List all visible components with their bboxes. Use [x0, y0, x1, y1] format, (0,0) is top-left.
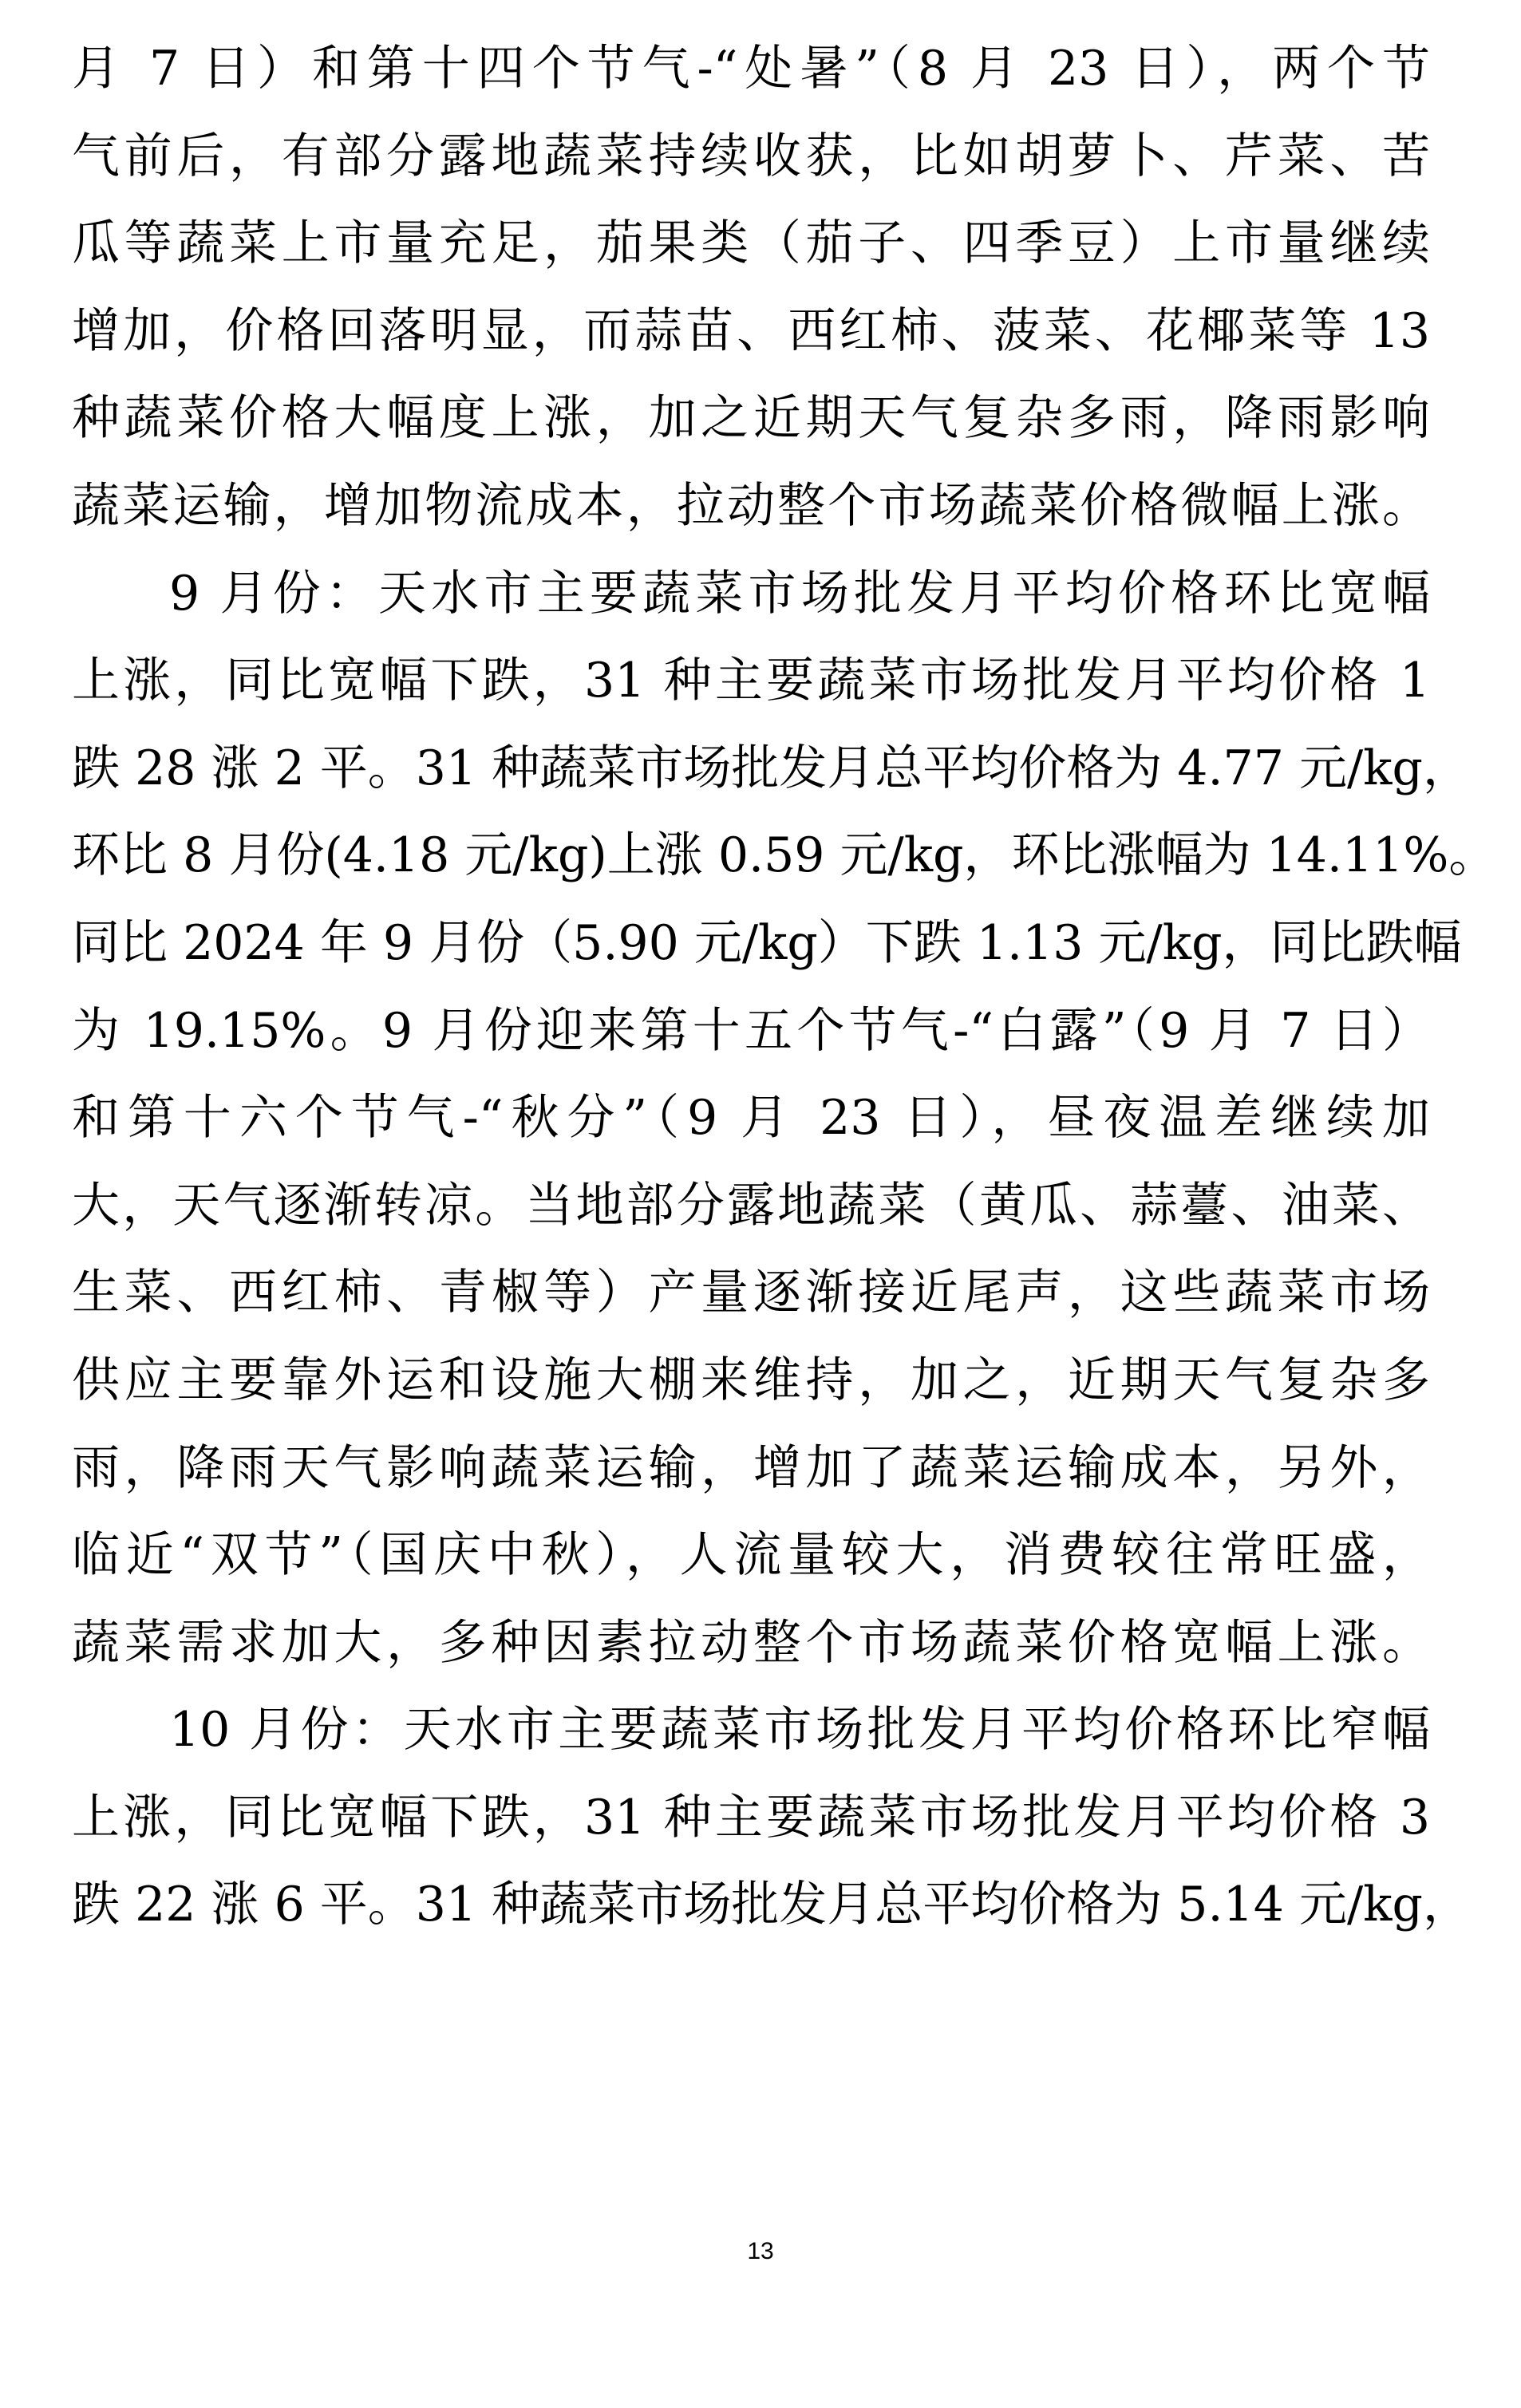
text-line: 临近“双节”（国庆中秋），人流量较大，消费较往常旺盛，	[72, 1527, 1430, 1584]
text-line: 生菜、西红柿、青椒等）产量逐渐接近尾声，这些蔬菜市场	[72, 1265, 1430, 1321]
body-text	[72, 30, 1497, 1954]
text-line: 种蔬菜价格大幅度上涨，加之近期天气复杂多雨，降雨影响	[72, 390, 1430, 447]
text-line: 和第十六个节气-“秋分”（9 月 23 日），昼夜温差继续加	[72, 1090, 1430, 1147]
text-line: 雨，降雨天气影响蔬菜运输，增加了蔬菜运输成本，另外，	[72, 1439, 1430, 1496]
text-line: 9 月份：天水市主要蔬菜市场批发月平均价格环比宽幅	[169, 565, 1430, 622]
text-line: 环比 8 月份(4.18 元/kg)上涨 0.59 元/kg，环比涨幅为 14.11%。	[72, 827, 1497, 884]
text-line: 蔬菜需求加大，多种因素拉动整个市场蔬菜价格宽幅上涨。	[72, 1614, 1430, 1671]
text-line: 气前后，有部分露地蔬菜持续收获，比如胡萝卜、芹菜、苦	[72, 128, 1430, 184]
text-line: 10 月份：天水市主要蔬菜市场批发月平均价格环比窄幅	[169, 1702, 1430, 1759]
paragraph-september	[72, 555, 1497, 1692]
text-line: 瓜等蔬菜上市量充足，茄果类（茄子、四季豆）上市量继续	[72, 215, 1430, 272]
text-line: 大，天气逐渐转凉。当地部分露地蔬菜（黄瓜、蒜薹、油菜、	[72, 1177, 1430, 1234]
text-line: 月 7 日）和第十四个节气-“处暑”（8 月 23 日），两个节	[72, 41, 1430, 97]
text-line: 同比 2024 年 9 月份（5.90 元/kg）下跌 1.13 元/kg，同比跌幅	[72, 914, 1462, 971]
paragraph-august-continued	[72, 30, 1430, 555]
page-number: 13	[747, 2238, 774, 2264]
paragraph-october	[72, 1692, 1471, 1954]
text-line: 蔬菜运输，增加物流成本，拉动整个市场蔬菜价格微幅上涨。	[72, 477, 1430, 534]
text-line: 跌 28 涨 2 平。31 种蔬菜市场批发月总平均价格为 4.77 元/kg，	[72, 740, 1471, 796]
text-line: 上涨，同比宽幅下跌，31 种主要蔬菜市场批发月平均价格 3	[72, 1789, 1430, 1845]
text-line: 增加，价格回落明显，而蒜苗、西红柿、菠菜、花椰菜等 13	[72, 302, 1430, 359]
text-line: 上涨，同比宽幅下跌，31 种主要蔬菜市场批发月平均价格 1	[72, 653, 1430, 709]
text-line: 为 19.15%。9 月份迎来第十五个节气-“白露”（9 月 7 日）	[72, 1002, 1430, 1059]
text-line: 供应主要靠外运和设施大棚来维持，加之，近期天气复杂多	[72, 1352, 1430, 1408]
text-line: 跌 22 涨 6 平。31 种蔬菜市场批发月总平均价格为 5.14 元/kg，	[72, 1877, 1471, 1933]
